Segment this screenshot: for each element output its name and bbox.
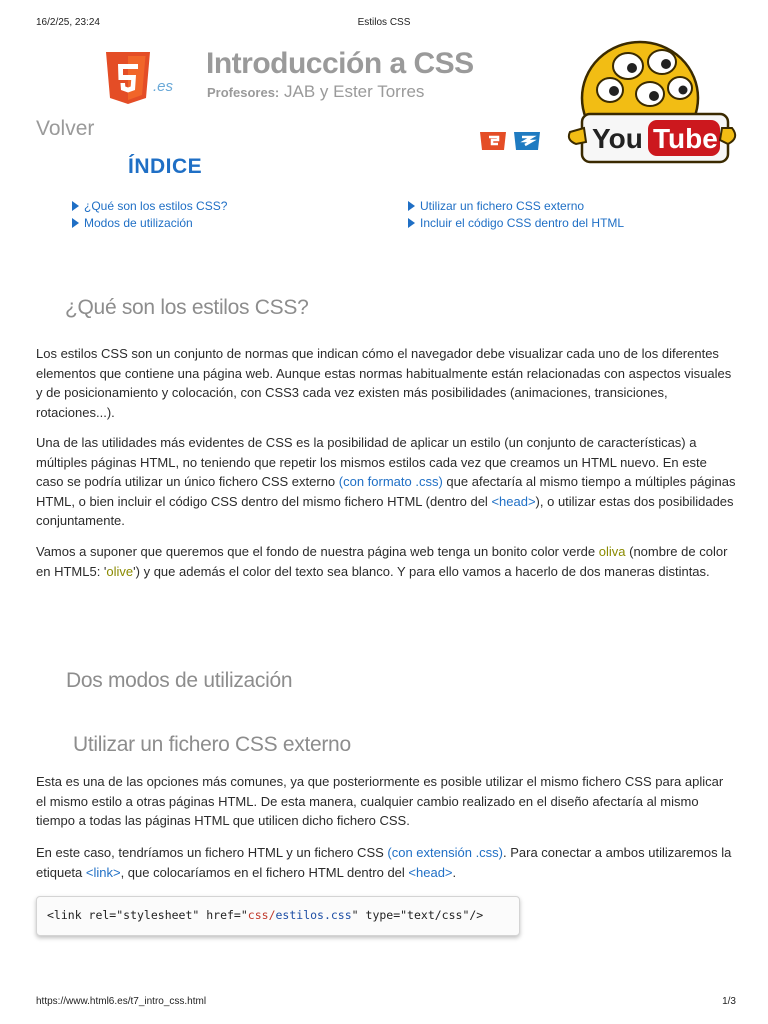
triangle-right-icon <box>408 201 415 211</box>
volver-link[interactable]: Volver <box>36 117 95 140</box>
paragraph-oliva: Vamos a suponer que queremos que el fondo de nuestra página web tenga un bonito color verde oliva (nombre de color en HTML5: 'olive') y que además el color del texto sea blanco. Y para ello vamos a hacerlo de dos maneras distintas. <box>36 544 728 579</box>
paragraph-conectar: En este caso, tendríamos un fichero HTML y un fichero CSS (con extensión .css). Para conectar a ambos utilizaremos la etiqueta <link>, que colocaríamos en el fichero HTML dentro del <head>. <box>36 845 732 880</box>
section-heading-que-son: ¿Qué son los estilos CSS? <box>65 296 309 319</box>
toc-item-label: ¿Qué son los estilos CSS? <box>84 199 228 213</box>
paragraph-utilidades: Una de las utilidades más evidentes de CSS es la posibilidad de aplicar un estilo (un conjunto de características) a múltiples páginas HTML, no teniendo que repetir los mismos estilos cada vez que creamos un HTML nuevo. En este caso se podría utilizar un único fichero CSS externo (con formato .css) que afectaría al mismo tiempo a múltiples páginas HTML, o bien incluir el código CSS dentro del mismo fichero HTML (dentro del <head>), o utilizar estas dos posibilidades conjuntamente. <box>36 435 736 528</box>
toc-item-label: Incluir el código CSS dentro del HTML <box>420 216 625 230</box>
print-page-title: Estilos CSS <box>357 17 411 28</box>
indice-heading: ÍNDICE <box>128 155 203 178</box>
toc-item-que-son[interactable] <box>72 199 227 213</box>
youtube-you-text: You <box>592 123 643 154</box>
triangle-right-icon <box>408 218 415 228</box>
triangle-right-icon <box>72 201 79 211</box>
toc-item-incluir-codigo[interactable] <box>408 216 624 230</box>
code-example-box[interactable]: <link rel="stylesheet" href="css/estilos.css" type="text/css"/> <box>36 896 520 936</box>
html-css-mini-icons[interactable] <box>480 130 560 150</box>
section-heading-modos: Dos modos de utilización <box>66 669 293 692</box>
olive-text: olive <box>106 563 134 579</box>
toc-item-fichero-externo[interactable] <box>408 199 584 213</box>
print-date: 16/2/25, 23:24 <box>36 17 100 28</box>
oliva-text: oliva <box>598 544 626 559</box>
code-path: css/ <box>247 908 276 922</box>
triangle-right-icon <box>72 218 79 228</box>
paragraph-intro: Los estilos CSS son un conjunto de normas que indican cómo el navegador debe visualizar cada uno de los diferentes elementos que contiene una página web. Aunque estas normas habitualmente están relacionadas con aspectos visuales y de posicionamiento y colocación, con CSS3 cada vez existen más posibilidades (animaciones, transiciones, rotaciones...). <box>36 346 732 420</box>
paragraph-fichero-externo: Esta es una de las opciones más comunes, ya que posteriormente es posible utilizar el mismo fichero CSS para aplicar el mismo estilo a otras páginas HTML. De esta manera, cualquier cambio realizado en el diseño afectaría al mismo tiempo a todas las páginas HTML que utilicen dicho fichero CSS. <box>36 774 724 828</box>
code-filename: estilos.css <box>275 908 352 922</box>
formato-css-link[interactable]: (con formato .css) <box>338 474 443 489</box>
toc-item-modos[interactable] <box>72 216 193 230</box>
link-tag-text: <link> <box>85 864 121 880</box>
head-tag-text: <head> <box>408 864 453 880</box>
profesores-line <box>207 82 424 102</box>
page-title: Introducción a CSS <box>206 47 474 80</box>
profesores-label: Profesores: <box>207 85 280 100</box>
head-tag-text: <head> <box>491 493 536 509</box>
html6-logo-icon[interactable] <box>104 52 152 104</box>
extension-css-link[interactable]: (con extensión .css) <box>387 845 504 860</box>
print-page-number: 1/3 <box>722 996 736 1007</box>
toc-item-label: Utilizar un fichero CSS externo <box>420 199 585 213</box>
youtube-tube-text: Tube <box>653 123 718 154</box>
toc-item-label: Modos de utilización <box>84 216 193 230</box>
print-url: https://www.html6.es/t7_intro_css.html <box>36 996 207 1007</box>
profesores-names: JAB y Ester Torres <box>283 82 425 101</box>
youtube-mascot-icon[interactable] <box>562 36 740 172</box>
logo-domain-suffix: .es <box>153 78 174 95</box>
section-heading-fichero-externo: Utilizar un fichero CSS externo <box>73 733 351 756</box>
